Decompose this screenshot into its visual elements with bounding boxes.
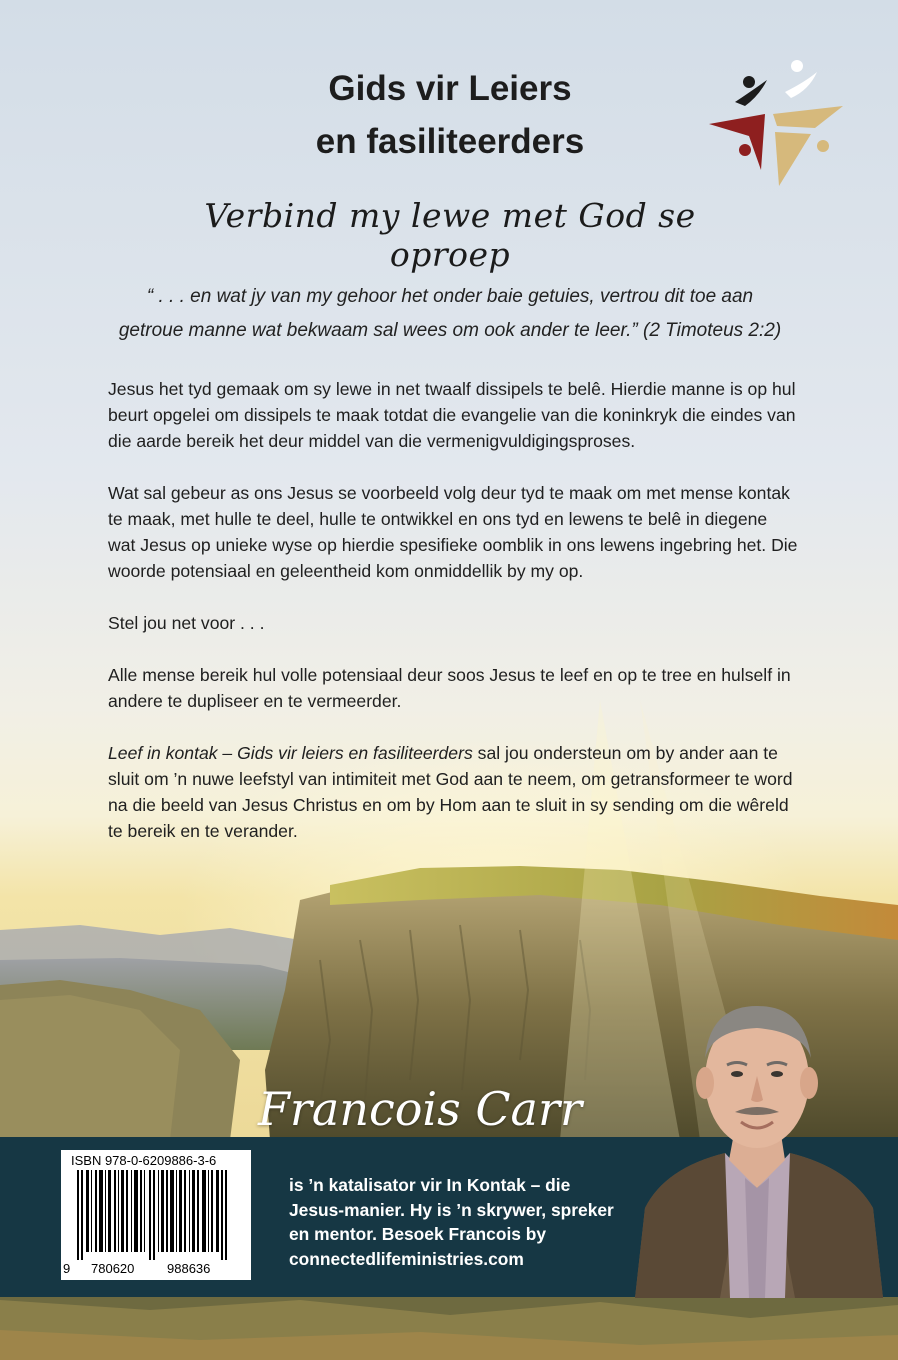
body-text xyxy=(108,376,798,870)
paragraph-1: Jesus het tyd gemaak om sy lewe in net twaalf dissipels te belê. Hierdie manne is op hul beurt opgelei om dissipels te maak totdat die evangelie van die koninkryk die eindes van die aarde bereik het deur middel van die vermenigvuldigingsproses. xyxy=(108,379,796,451)
author-bio xyxy=(289,1173,629,1271)
scripture-quote xyxy=(80,280,820,348)
barcode-bars-icon xyxy=(69,1170,243,1260)
barcode-digits-right: 988636 xyxy=(167,1261,211,1276)
bio-line-2: Jesus-manier. Hy is ’n skrywer, spreker xyxy=(289,1199,614,1220)
isbn-barcode xyxy=(61,1150,251,1280)
subtitle: Verbind my lewe met God se oproep xyxy=(204,196,696,274)
paragraph-2: Wat sal gebeur as ons Jesus se voorbeeld volg deur tyd te maak om met mense kontak te maak, met hulle te deel, hulle te ontwikkel en ons tyd en lewens te belê in diegene wat Jesus op unieke wyse op hierdie spesifieke oomblik in ons lewens ingebring het. Die woorde potensiaal en geleentheid kom onmiddellik by my op. xyxy=(108,483,798,581)
quote-line-2: getroue manne wat bekwaam sal wees om ook ander te leer.” (2 Timoteus 2:2) xyxy=(118,320,782,341)
paragraph-5 xyxy=(108,740,798,844)
author-signature: Francois Carr xyxy=(258,1082,582,1136)
ministry-logo-icon xyxy=(705,52,845,192)
title-line-2: en fasiliteerders xyxy=(315,122,585,161)
page-title xyxy=(200,62,700,168)
paragraph-5-text: sal jou ondersteun om by ander aan te sluit om ’n nuwe leefstyl van intimiteit met God aan te neem, om getransformeer te word na die beeld van Jesus Christus en om by Hom aan te sluit in sy sending om die wêreld te bereik en te verander. xyxy=(108,743,793,841)
title-line-1: Gids vir Leiers xyxy=(328,69,572,108)
author-portrait xyxy=(625,988,890,1298)
isbn-label: ISBN 978-0-6209886-3-6 xyxy=(71,1153,217,1168)
quote-line-1: “ . . . en wat jy van my gehoor het onder baie getuies, vertrou dit toe aan xyxy=(146,286,754,307)
paragraph-3: Stel jou net voor . . . xyxy=(108,613,265,633)
bio-line-4: connectedlifeministries.com xyxy=(289,1248,524,1269)
book-title-inline: Leef in kontak – Gids vir leiers en fasiliteerders xyxy=(108,743,473,763)
bio-line-1: is ’n katalisator vir In Kontak – die xyxy=(289,1175,571,1195)
barcode-digits-left: 780620 xyxy=(91,1261,135,1276)
bio-line-3: en mentor. Besoek Francois by xyxy=(289,1224,547,1244)
barcode-lead-digit: 9 xyxy=(63,1261,71,1276)
paragraph-4: Alle mense bereik hul volle potensiaal deur soos Jesus te leef en op te tree en hulself in andere te dupliseer en te vermeerder. xyxy=(108,665,791,711)
